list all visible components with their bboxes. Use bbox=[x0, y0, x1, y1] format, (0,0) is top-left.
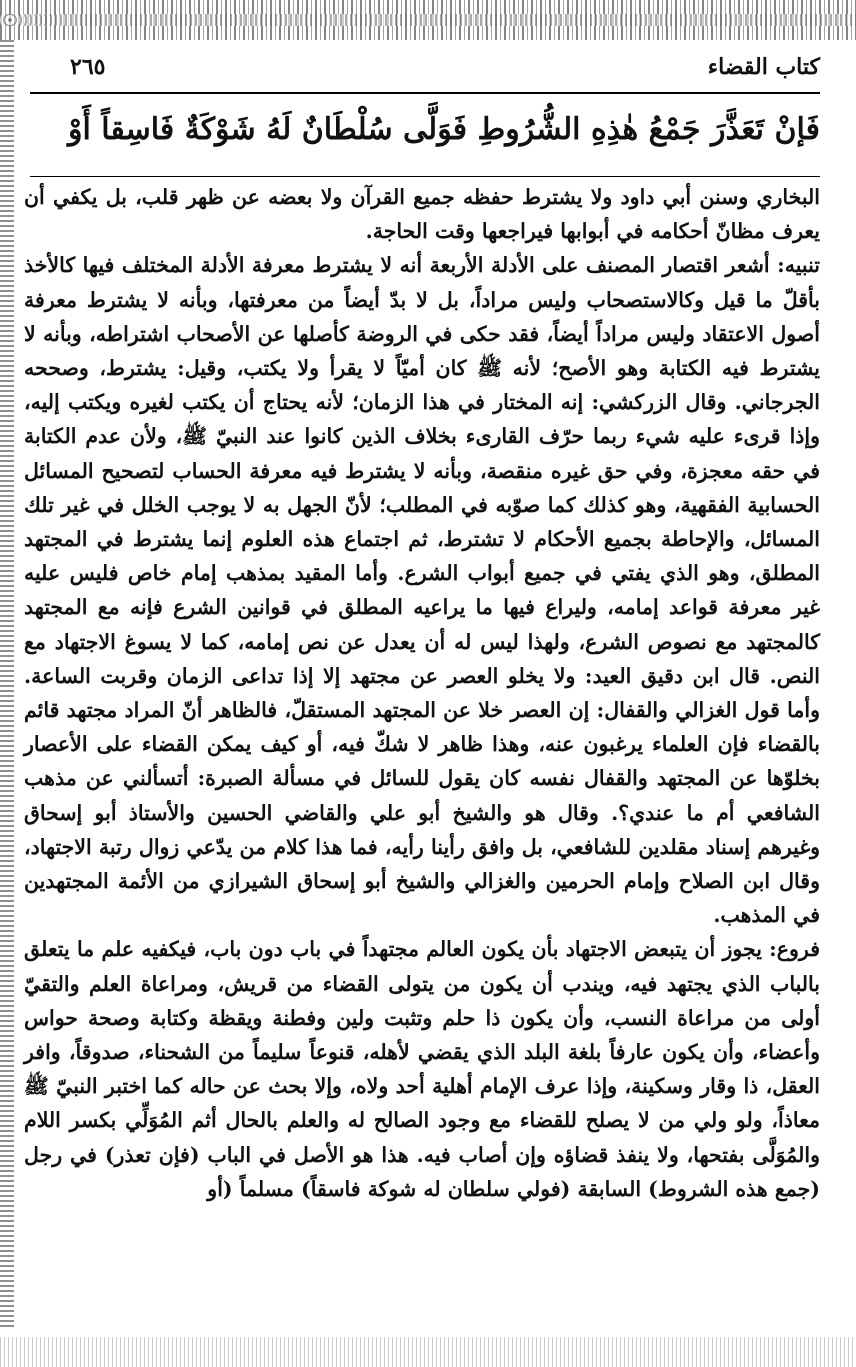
left-ornamental-border bbox=[0, 40, 14, 1330]
matn-text: فَإنْ تَعَذَّرَ جَمْعُ هٰذِهِ الشُّرُوطِ فَوَلَّى سُلْطَانٌ لَهُ شَوْكَةٌ فَاسِقاً أَوْ bbox=[30, 100, 820, 177]
paragraph-1: البخاري وسنن أبي داود ولا يشترط حفظه جميع القرآن ولا بعضه عن ظهر قلب، بل يكفي أن يعرف مظانّ أحكامه في أبوابها فيراجعها وقت الحاجة. bbox=[24, 185, 820, 244]
chapter-title: كتاب القضاء bbox=[707, 54, 820, 80]
commentary-body bbox=[24, 180, 820, 1340]
bottom-scan-edge bbox=[0, 1337, 856, 1367]
page-header bbox=[30, 48, 820, 94]
paragraph-2: تنبيه: أشعر اقتصار المصنف على الأدلة الأربعة أنه لا يشترط معرفة الأدلة المختلف فيها كالأخذ بأقلّ ما قيل وكالاستصحاب وليس مراداً، بل لا بدّ أيضاً من معرفتها، وبأنه لا يشترط معرفة أصول الاعتقاد وليس مراداً أيضاً، فقد حكى في الروضة كأصلها عن الأصحاب اشتراطه، وبأنه لا يشترط فيه الكتابة وهو الأصح؛ لأنه ﷺ كان أميّاً لا يقرأ ولا يكتب، وقيل: يشترط، وصححه الجرجاني. وقال الزركشي: إنه المختار في هذا الزمان؛ لأنه يحتاج أن يكتب لغيره ويكتب إليه، وإذا قرىء عليه شيء ربما حرّف القارىء بخلاف الذين كانوا عند النبيّ ﷺ، ولأن عدم الكتابة في حقه معجزة، وفي حق غيره منقصة، وبأنه لا يشترط فيه معرفة الحساب لتصحيح المسائل الحسابية الفقهية، وهو كذلك كما صوّبه في المطلب؛ لأنّ الجهل به لا يوجب الخلل في غير تلك المسائل، والإحاطة بجميع الأحكام لا تشترط، ثم اجتماع هذه العلوم إنما يشترط في المجتهد المطلق، وهو الذي يفتي في جميع أبواب الشرع. وأما المقيد بمذهب إمام خاص فليس عليه غير معرفة قواعد إمامه، وليراع فيها ما يراعيه المطلق في قوانين الشرع فإنه مع المجتهد كالمجتهد مع نصوص الشرع، ولهذا ليس له أن يعدل عن نص إمامه، كما لا يسوغ الاجتهاد مع النص. قال ابن دقيق العيد: ولا يخلو العصر عن مجتهد إلا إذا تداعى الزمان وقربت الساعة. وأما قول الغزالي والقفال: إن العصر خلا عن المجتهد المستقلّ، فالظاهر أنّ المراد مجتهد قائم بالقضاء فإن العلماء يرغبون عنه، وهذا ظاهر لا شكّ فيه، أو كيف يمكن القضاء على الأعصار بخلوّها عن المجتهد والقفال نفسه كان يقول للسائل في مسألة الصبرة: أتسألني عن مذهب الشافعي أم ما عندي؟. وقال هو والشيخ أبو علي والقاضي الحسين والأستاذ أبو إسحاق وغيرهم إسناد مقلدين للشافعي، بل وافق رأينا رأيه، فما هذا كلام من يدّعي زوال رتبة الاجتهاد، وقال ابن الصلاح وإمام الحرمين والغزالي والشيخ أبو إسحاق الشيرازي من الأئمة المجتهدين في المذهب. bbox=[24, 253, 820, 928]
page-number: ٢٦٥ bbox=[70, 54, 106, 80]
top-ornamental-border bbox=[0, 0, 856, 40]
paragraph-3: فروع: يجوز أن يتبعض الاجتهاد بأن يكون العالم مجتهداً في باب دون باب، فيكفيه علم ما يتعلق بالباب الذي يجتهد فيه، ويندب أن يكون من يتولى القضاء من قريش، ومراعاة العلم والتقيّ أولى من مراعاة النسب، وأن يكون ذا حلم وتثبت ولين وفطنة ويقظة وكتابة وصحة حواس وأعضاء، وأن يكون عارفاً بلغة البلد الذي يقضي لأهله، قنوعاً سليماً من الشحناء، صدوقاً، وافر العقل، ذا وقار وسكينة، وإذا عرف الإمام أهلية أحد ولاه، وإلا بحث عن حاله كما اختبر النبيّ ﷺ معاذاً، ولو ولي من لا يصلح للقضاء مع وجود الصالح له والعلم بالحال أثم المُوَلِّي بكسر اللام والمُوَلَّى بفتحها، ولا ينفذ قضاؤه وإن أصاب فيه. هذا هو الأصل في الباب (فإن تعذر) في رجل (جمع هذه الشروط) السابقة (فولي سلطان له شوكة فاسقاً) مسلماً (أو bbox=[24, 937, 820, 1201]
